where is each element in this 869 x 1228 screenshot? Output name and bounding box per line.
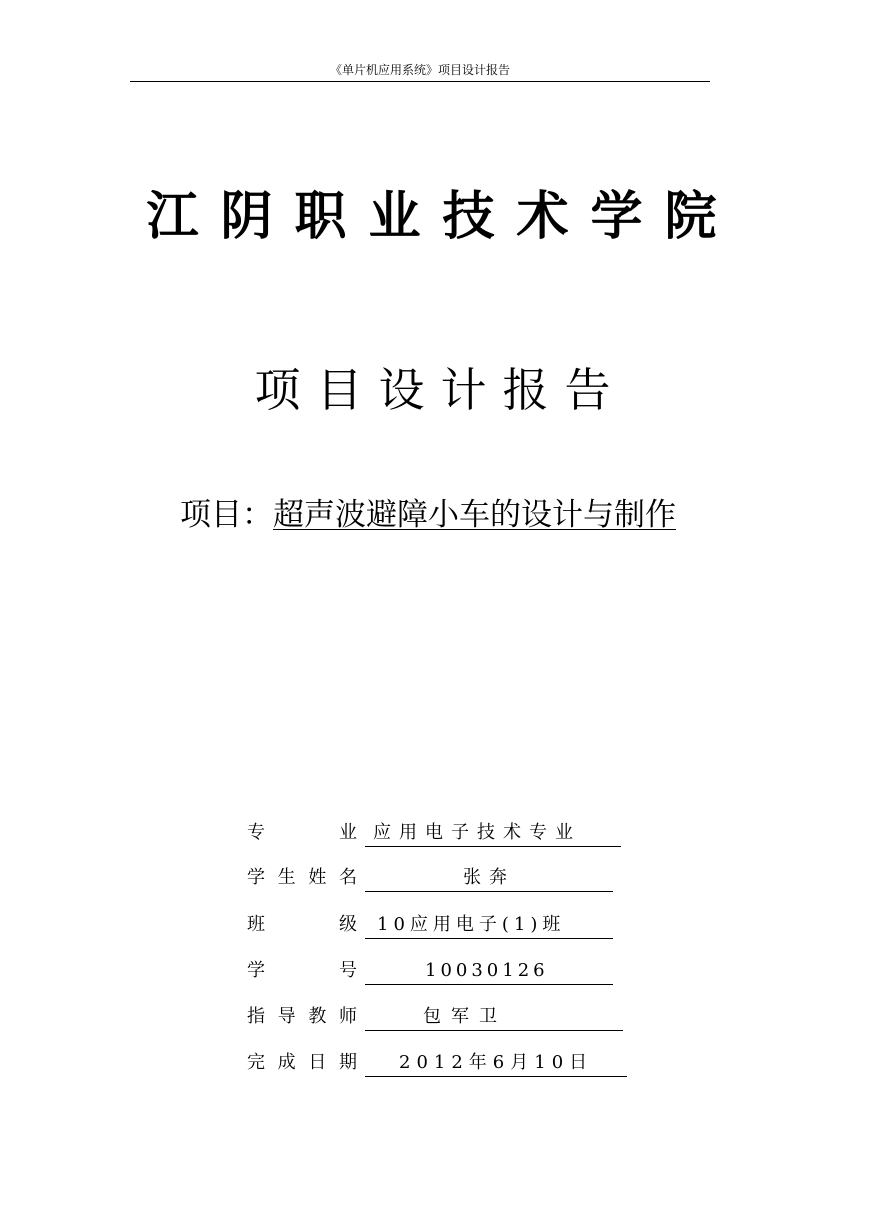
header-divider — [130, 81, 710, 82]
advisor-label: 指 导 教 师 — [247, 1006, 357, 1027]
class-value: 10应用电子(1)班 — [365, 910, 613, 939]
project-line — [180, 494, 676, 536]
date-label: 完 成 日 期 — [247, 1052, 357, 1073]
major-value: 应用电子技术专业 — [365, 818, 621, 847]
student-id-label: 学 号 — [247, 960, 357, 981]
class-label: 班 级 — [247, 914, 357, 935]
project-name: 超声波避障小车的设计与制作 — [273, 497, 676, 533]
advisor-value: 包军卫 — [365, 1002, 623, 1031]
student-id-value: 10030126 — [365, 956, 613, 985]
student-name-value: 张奔 — [365, 863, 613, 892]
completion-date-value: 2012年6月10日 — [365, 1048, 627, 1077]
name-label: 学 生 姓 名 — [247, 867, 357, 888]
project-label: 项目： — [180, 497, 273, 533]
report-title: 项目设计报告 — [254, 363, 627, 417]
school-name: 江阴职业技术学院 — [146, 186, 739, 247]
running-header: 《单片机应用系统》项目设计报告 — [329, 63, 510, 77]
major-label: 专 业 — [247, 822, 357, 843]
